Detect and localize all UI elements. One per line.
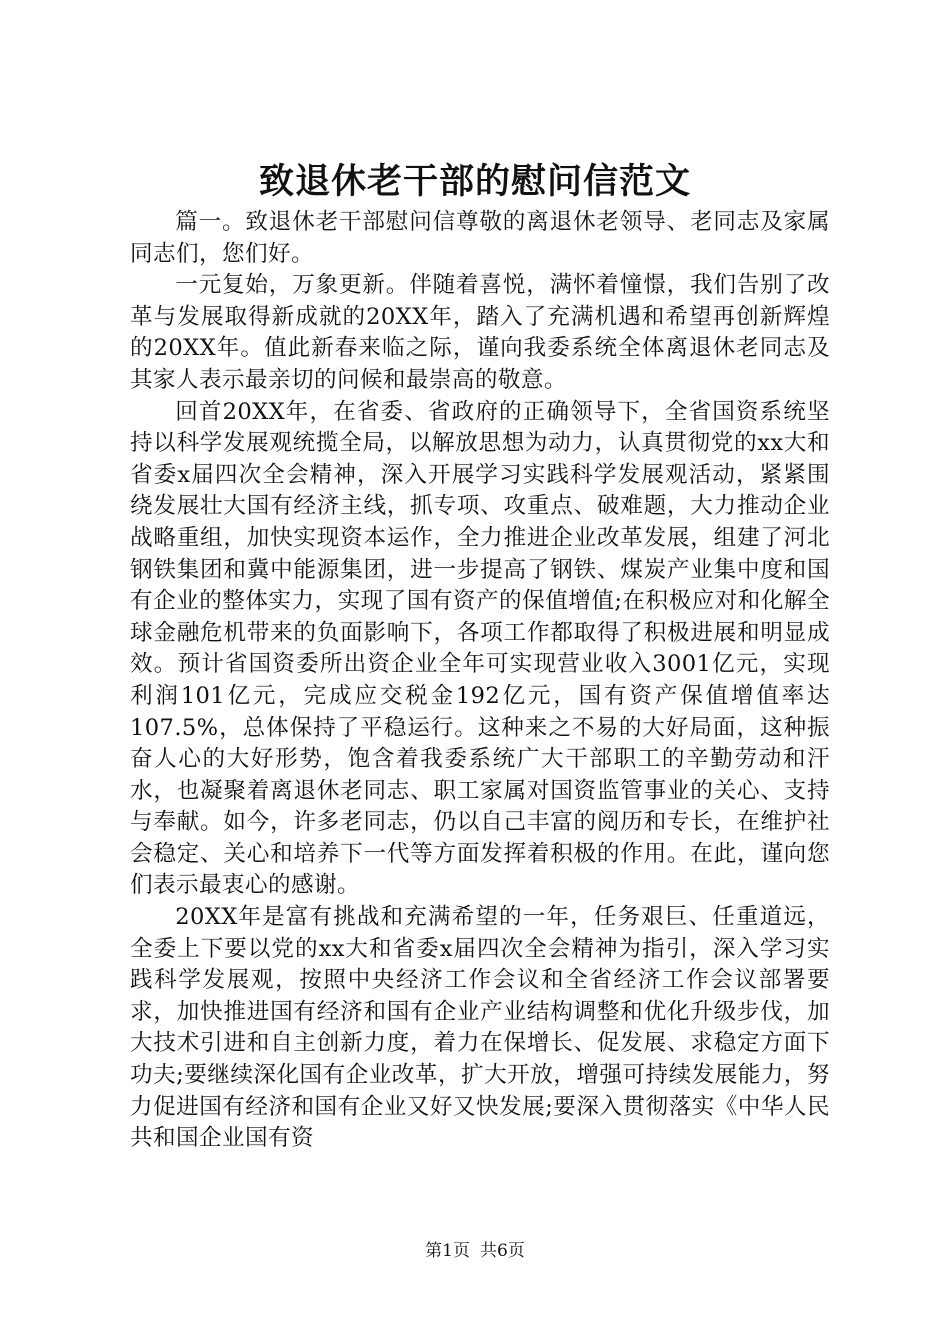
page-footer bbox=[0, 1240, 950, 1262]
page-total: 共6页 bbox=[480, 1241, 525, 1261]
page-title: 致退休老干部的慰问信范文 bbox=[258, 161, 691, 202]
paragraph: 20XX年是富有挑战和充满希望的一年，任务艰巨、任重道远，全委上下要以党的xx大和省委x届四次全会精神为指引，深入学习实践科学发展观，按照中央经济工作会议和全省经济工作会议部署要求，加快推进国有经济和国有企业产业结构调整和优化升级步伐，加大技术引进和自主创新力度，着力在保增长、促发展、求稳定方面下功夫;要继续深化国有企业改革，扩大开放，增强可持续发展能力，努力促进国有经济和国有企业又好又快发展;要深入贯彻落实《中华人民共和国企业国有资 bbox=[130, 904, 830, 1152]
paragraph: 篇一。致退休老干部慰问信尊敬的离退休老领导、老同志及家属同志们，您们好。 bbox=[130, 209, 830, 267]
page-number: 第1页 bbox=[425, 1241, 470, 1261]
paragraph: 回首20XX年，在省委、省政府的正确领导下，全省国资系统坚持以科学发展观统揽全局，以解放思想为动力，认真贯彻党的xx大和省委x届四次全会精神，深入开展学习实践科学发展观活动，紧紧围绕发展壮大国有经济主线，抓专项、攻重点、破难题，大力推动企业战略重组，加快实现资本运作，全力推进企业改革发展，组建了河北钢铁集团和冀中能源集团，进一步提高了钢铁、煤炭产业集中度和国有企业的整体实力，实现了国有资产的保值增值;在积极应对和化解全球金融危机带来的负面影响下，各项工作都取得了积极进展和明显成效。预计省国资委所出资企业全年可实现营业收入3001亿元，实现利润101亿元，完成应交税金192亿元，国有资产保值增值率达107.5%，总体保持了平稳运行。这种来之不易的大好局面，这种振奋人心的大好形势，饱含着我委系统广大干部职工的辛勤劳动和汗水，也凝聚着离退休老同志、职工家属对国资监管事业的关心、支持与奉献。如今，许多老同志，仍以自己丰富的阅历和专长，在维护社会稳定、关心和培养下一代等方面发挥着积极的作用。在此，谨向您们表示最衷心的感谢。 bbox=[130, 398, 830, 899]
letter-body bbox=[130, 207, 830, 1155]
paragraph: 一元复始，万象更新。伴随着喜悦，满怀着憧憬，我们告别了改革与发展取得新成就的20XX年，踏入了充满机遇和希望再创新辉煌的20XX年。值此新春来临之际，谨向我委系统全体离退休老同志及其家人表示最亲切的问候和最崇高的敬意。 bbox=[130, 272, 830, 393]
